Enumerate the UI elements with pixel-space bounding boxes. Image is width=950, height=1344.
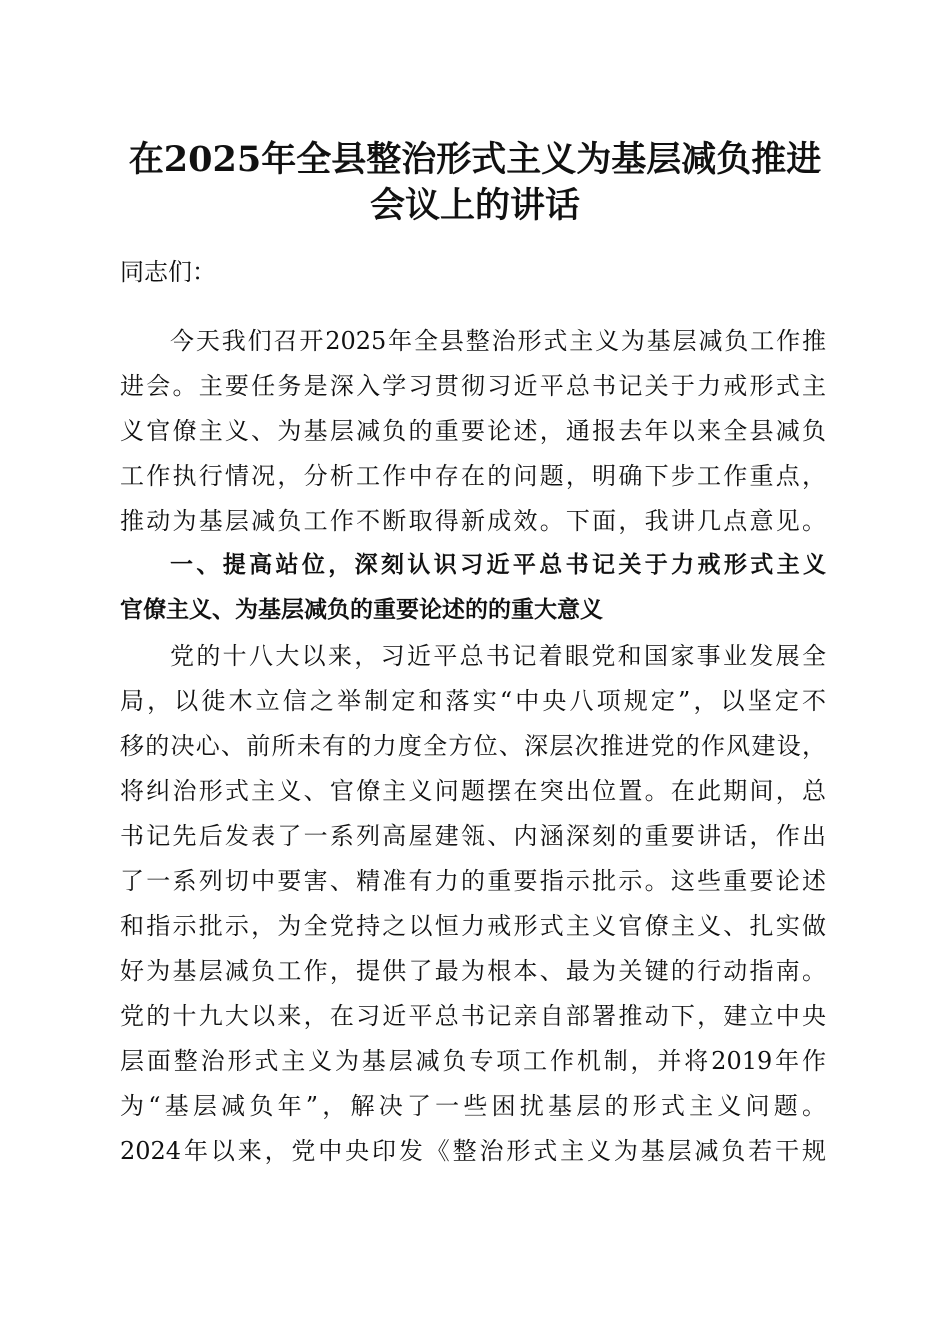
paragraph-1-line-1: 今天我们召开2025年全县整治形式主义为基层减负工作推: [170, 327, 826, 355]
paragraph-2-line-8: 好为基层减负工作，提供了最为根本、最为关键的行动指南。: [120, 957, 826, 985]
paragraph-2-line-4: 将纠治形式主义、官僚主义问题摆在突出位置。在此期间，总: [120, 777, 826, 805]
paragraph-2-line-6: 了一系列切中要害、精准有力的重要指示批示。这些重要论述: [120, 867, 826, 895]
paragraph-1-line-2: 进会。主要任务是深入学习贯彻习近平总书记关于力戒形式主: [120, 372, 826, 400]
section-heading-1-line-1: 一、提高站位，深刻认识习近平总书记关于力戒形式主义: [170, 552, 826, 578]
paragraph-2-line-12: 2024年以来，党中央印发《整治形式主义为基层减负若干规: [120, 1137, 826, 1165]
paragraph-2-line-10: 层面整治形式主义为基层减负专项工作机制，并将2019年作: [120, 1047, 826, 1075]
paragraph-2-line-2: 局，以徙木立信之举制定和落实“中央八项规定”，以坚定不: [120, 687, 826, 715]
paragraph-2-line-3: 移的决心、前所未有的力度全方位、深层次推进党的作风建设，: [120, 732, 826, 760]
paragraph-1-line-3: 义官僚主义、为基层减负的重要论述，通报去年以来全县减负: [120, 417, 826, 445]
paragraph-2-line-5: 书记先后发表了一系列高屋建瓴、内涵深刻的重要讲话，作出: [120, 822, 826, 850]
paragraph-2-line-11: 为“基层减负年”，解决了一些困扰基层的形式主义问题。: [120, 1092, 826, 1120]
document-title-line-2: 会议上的讲话: [369, 185, 580, 226]
paragraph-1-line-4: 工作执行情况，分析工作中存在的问题，明确下步工作重点，: [120, 462, 826, 490]
paragraph-2-line-1: 党的十八大以来，习近平总书记着眼党和国家事业发展全: [170, 642, 826, 670]
document-title-line-1: 在2025年全县整治形式主义为基层减负推进: [128, 139, 822, 180]
paragraph-2-line-9: 党的十九大以来，在习近平总书记亲自部署推动下，建立中央: [120, 1002, 826, 1030]
paragraph-1-line-5: 推动为基层减负工作不断取得新成效。下面，我讲几点意见。: [120, 507, 826, 535]
salutation: 同志们：: [120, 258, 216, 286]
paragraph-2-line-7: 和指示批示，为全党持之以恒力戒形式主义官僚主义、扎实做: [120, 912, 826, 940]
section-heading-1-line-2: 官僚主义、为基层减负的重要论述的的重大意义: [120, 597, 603, 623]
